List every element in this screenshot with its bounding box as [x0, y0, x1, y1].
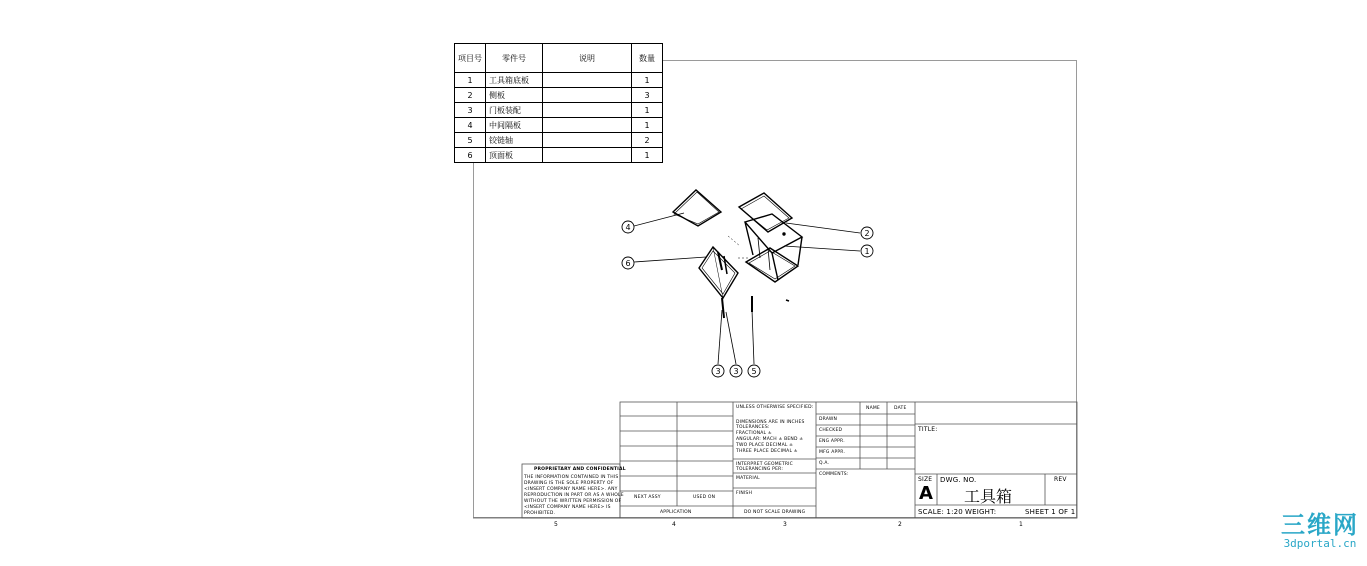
- balloon: [622, 221, 634, 233]
- tb-dims-line: TWO PLACE DECIMAL ±: [736, 443, 794, 448]
- zone-label: 4: [672, 521, 676, 528]
- bom-qty: 1: [632, 73, 663, 88]
- bom-qty: 1: [632, 118, 663, 133]
- zone-label: 2: [898, 521, 902, 528]
- tb-size-label: SIZE: [918, 476, 933, 483]
- bom-item: 2: [455, 88, 486, 103]
- tb-proprietary-line: <INSERT COMPANY NAME HERE> IS: [524, 505, 611, 510]
- balloon-label: 1: [864, 247, 870, 256]
- top-panel-part-2: [739, 193, 792, 232]
- tb-eng-appr-label: ENG APPR.: [819, 439, 845, 444]
- tb-proprietary-line: WITHOUT THE WRITTEN PERMISSION OF: [524, 499, 622, 504]
- zone-label: 5: [554, 521, 558, 528]
- balloon: [861, 227, 873, 239]
- tb-dims-line: DIMENSIONS ARE IN INCHES: [736, 420, 805, 425]
- tb-unless-label: UNLESS OTHERWISE SPECIFIED:: [736, 405, 814, 410]
- tb-proprietary-title: PROPRIETARY AND CONFIDENTIAL: [534, 467, 626, 472]
- watermark-logo: [1281, 512, 1359, 550]
- tb-dims-line: THREE PLACE DECIMAL ±: [736, 449, 798, 454]
- bom-part: 中间隔板: [486, 118, 543, 133]
- bom-part: 顶面板: [486, 148, 543, 163]
- balloon-label: 6: [625, 259, 631, 268]
- bom-header-item: 项目号: [455, 44, 486, 73]
- zone-label: 1: [1019, 521, 1023, 528]
- tb-application-label: APPLICATION: [660, 510, 692, 515]
- balloon-label: 4: [625, 223, 631, 232]
- watermark-url: 3dportal.cn: [1283, 537, 1357, 550]
- tb-name-label: NAME: [866, 406, 880, 411]
- bom-header-qty: 数量: [632, 44, 663, 73]
- tb-dwg-no-value: 工具箱: [964, 487, 1013, 506]
- tb-sheet: SHEET 1 OF 1: [1025, 508, 1076, 516]
- bom-part: 门板装配: [486, 103, 543, 118]
- tb-proprietary-line: <INSERT COMPANY NAME HERE>. ANY: [524, 487, 618, 492]
- bom-item: 6: [455, 148, 486, 163]
- tb-proprietary-line: THE INFORMATION CONTAINED IN THIS: [524, 475, 619, 480]
- bom-qty: 1: [632, 148, 663, 163]
- tb-scale: SCALE: 1:20: [918, 508, 963, 516]
- bom-header-desc: 说明: [543, 44, 632, 73]
- tb-interpret-line: INTERPRET GEOMETRIC: [736, 462, 794, 467]
- tb-rev-label: REV: [1054, 476, 1067, 483]
- watermark-logo-text: 三维网: [1281, 511, 1359, 539]
- bom-item: 3: [455, 103, 486, 118]
- tb-drawn-label: DRAWN: [819, 417, 838, 422]
- tb-used-on-label: USED ON: [693, 495, 716, 500]
- bom-part: 铰链轴: [486, 133, 543, 148]
- balloon: [730, 365, 742, 377]
- balloon-label: 3: [715, 367, 721, 376]
- tb-size-value: A: [919, 483, 933, 504]
- tb-dims-line: ANGULAR: MACH ± BEND ±: [736, 437, 804, 442]
- leader-lines: [634, 213, 860, 364]
- bom-part: 侧板: [486, 88, 543, 103]
- tb-do-not-scale-label: DO NOT SCALE DRAWING: [744, 510, 806, 515]
- tb-proprietary-line: REPRODUCTION IN PART OR AS A WHOLE: [524, 493, 624, 498]
- tb-dwg-no-label: DWG. NO.: [940, 476, 977, 484]
- tb-material-label: MATERIAL: [736, 476, 760, 481]
- tb-dims-line: TOLERANCES:: [736, 425, 770, 430]
- bom-header-part: 零件号: [486, 44, 543, 73]
- tb-checked-label: CHECKED: [819, 428, 843, 433]
- hinge-axis: [722, 298, 724, 318]
- balloon: [861, 245, 873, 257]
- tb-dims-line: FRACTIONAL ±: [736, 431, 772, 436]
- balloon: [748, 365, 760, 377]
- balloon: [712, 365, 724, 377]
- balloon-label: 3: [733, 367, 739, 376]
- bom-part: 工具箱底板: [486, 73, 543, 88]
- bom-item: 5: [455, 133, 486, 148]
- zone-label: 3: [783, 521, 787, 528]
- tb-weight: WEIGHT:: [965, 508, 997, 516]
- tb-qa-label: Q.A.: [819, 461, 830, 466]
- tb-interpret-line: TOLERANCING PER:: [736, 467, 784, 472]
- tb-proprietary-line: DRAWING IS THE SOLE PROPERTY OF: [524, 481, 614, 486]
- balloon-group: [622, 221, 873, 377]
- balloon: [622, 257, 634, 269]
- tb-mfg-appr-label: MFG APPR.: [819, 450, 846, 455]
- tb-proprietary-line: PROHIBITED.: [524, 511, 556, 516]
- bom-qty: 1: [632, 103, 663, 118]
- box-body-part-1: [745, 214, 802, 253]
- bom-item: 1: [455, 73, 486, 88]
- tb-finish-label: FINISH: [736, 491, 753, 496]
- bom-item: 4: [455, 118, 486, 133]
- tb-comments-label: COMMENTS:: [819, 472, 849, 477]
- tb-title-label: TITLE:: [918, 426, 938, 433]
- balloon-label: 2: [864, 229, 870, 238]
- tb-date-label: DATE: [894, 406, 907, 411]
- bom-qty: 2: [632, 133, 663, 148]
- tb-next-assy-label: NEXT ASSY: [634, 495, 661, 500]
- parts-geometry: [673, 190, 802, 318]
- bom-qty: 3: [632, 88, 663, 103]
- balloon-label: 5: [751, 367, 757, 376]
